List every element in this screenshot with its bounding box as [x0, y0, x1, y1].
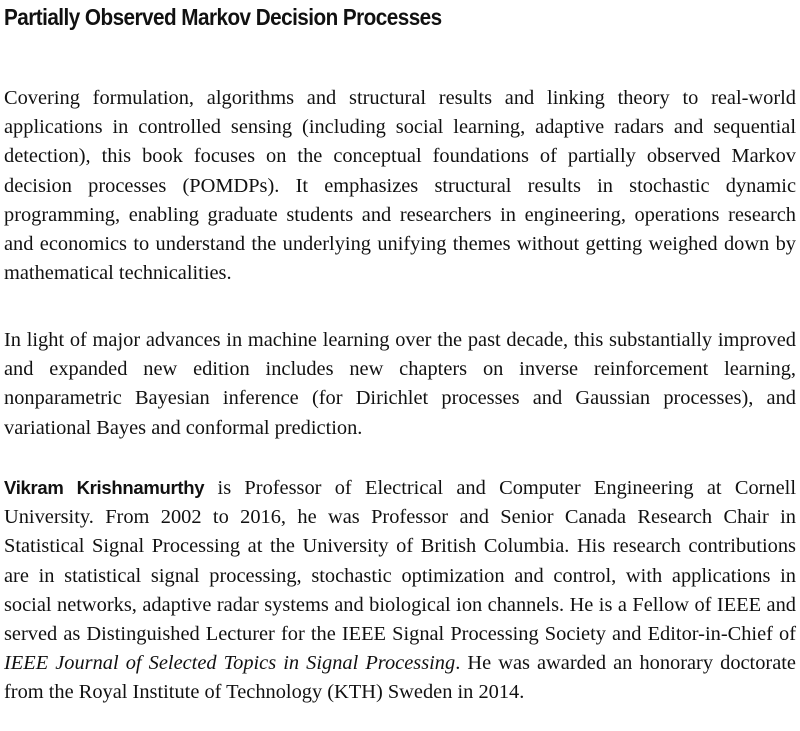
bio-text-before-journal: is Professor of Electrical and Computer Engineering at Cornell University. From 2002 to 2016, he was Professor and Senior Canada Research Chair in Statistical Signal Processing at the University of British Columbia. His research contributions are in statistical signal processing, stochastic optimization and control, with applications in social networks, adaptive radar systems and biological ion channels. He is a Fellow of IEEE and served as Distinguished Lecturer for the IEEE Signal Processing Society and Editor-in-Chief of [4, 477, 797, 646]
journal-name: IEEE Journal of Selected Topics in Signal Processing [4, 652, 456, 675]
description-paragraph-1: Covering formulation, algorithms and structural results and linking theory to real-world applications in controlled sensing (including social learning, adaptive radars and sequential detection), this book focuses on the conceptual foundations of partially observed Markov decision processes (POMDPs). It emphasizes structural results in stochastic dynamic programming, enabling graduate students and researchers in engineering, operations research and economics to understand the underlying unifying themes without getting weighed down by mathematical technicalities. [4, 87, 796, 285]
author-name: Vikram Krishnamurthy [4, 477, 205, 498]
bio-text-after-journal: . He was awarded an honorary doctorate from the Royal Institute of Technology (KTH) Sweden in 2014. [4, 652, 796, 704]
book-title: Partially Observed Markov Decision Processes [4, 4, 442, 30]
author-bio [4, 473, 796, 708]
description-paragraph-2: In light of major advances in machine learning over the past decade, this substantially improved and expanded new edition includes new chapters on inverse reinforcement learning, nonparametric Bayesian inference (for Dirichlet processes and Gaussian processes), and variational Bayes and conformal prediction. [4, 329, 796, 439]
